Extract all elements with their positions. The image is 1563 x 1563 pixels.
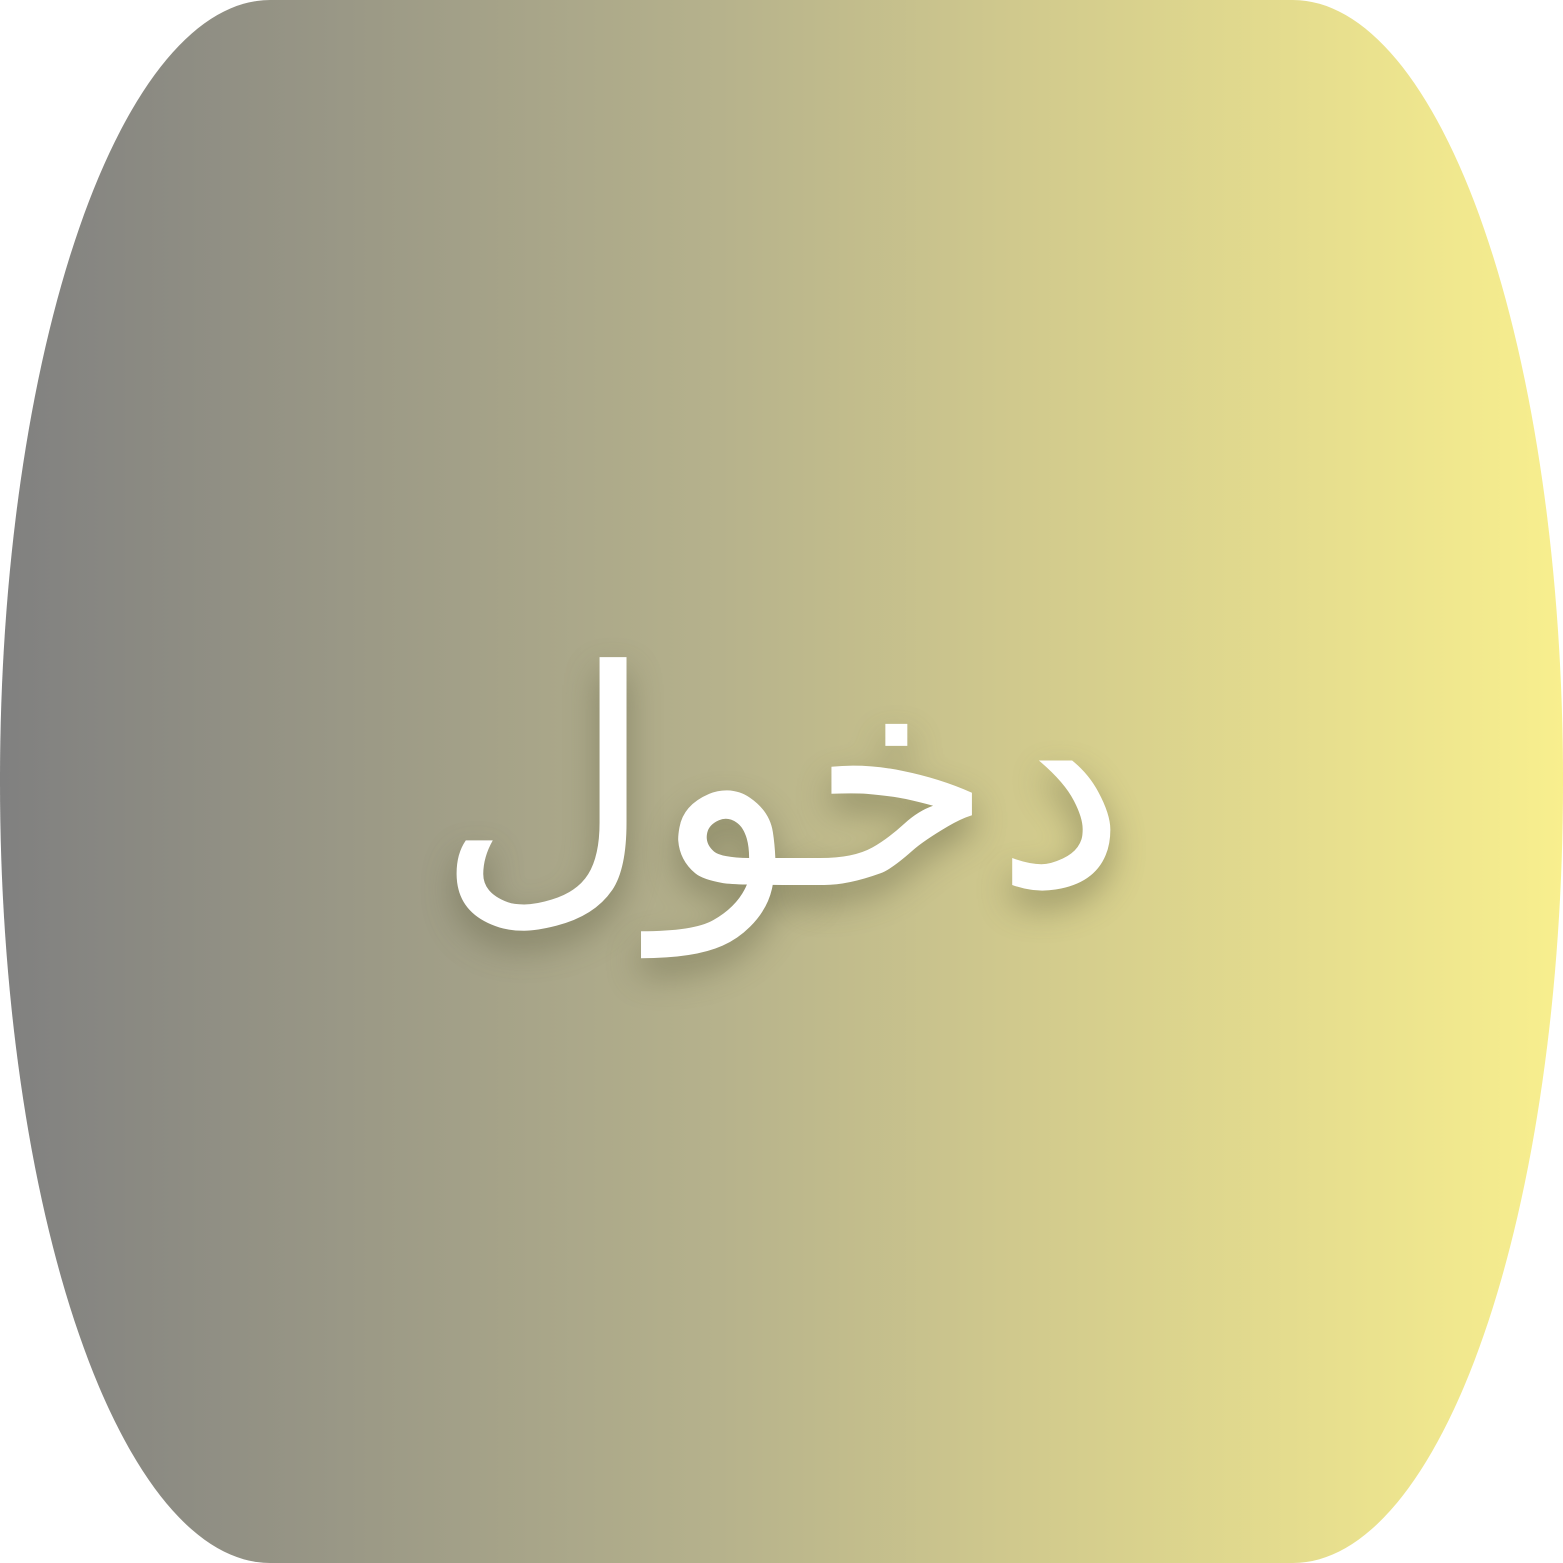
login-button-label: دخول (435, 606, 1128, 956)
